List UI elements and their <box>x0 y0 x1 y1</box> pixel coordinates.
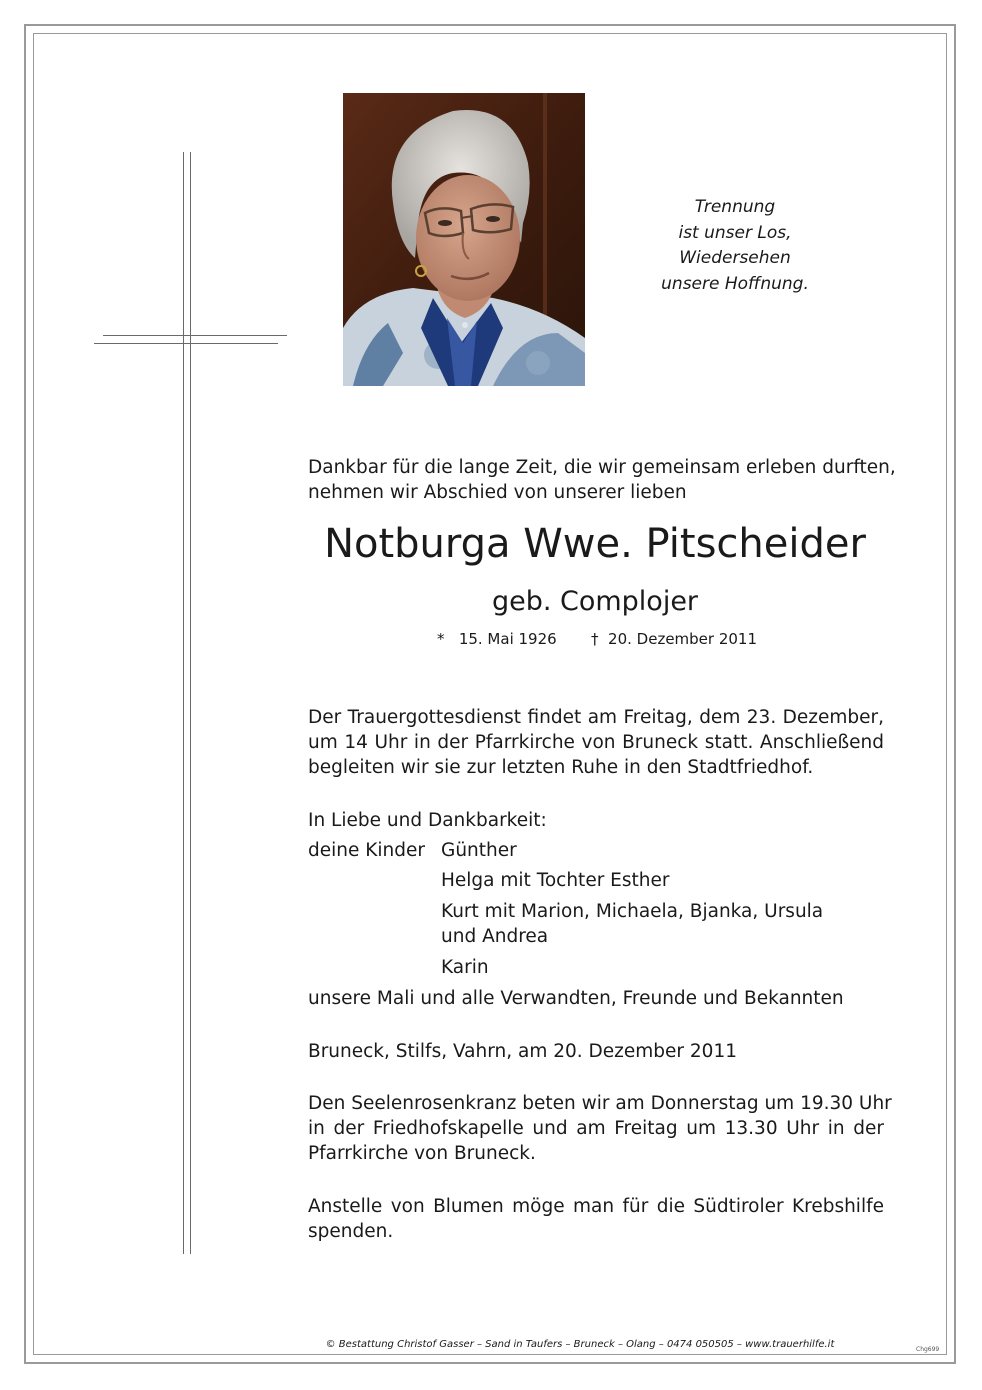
donation-line: Anstelle von Blumen möge man für die Südtiroler Krebshilfe <box>308 1196 884 1217</box>
children-label: deine Kinder <box>308 840 425 861</box>
motto-line: unsere Hoffnung. <box>661 273 809 294</box>
intro-line: nehmen wir Abschied von unserer lieben <box>308 482 687 503</box>
service-line: Der Trauergottesdienst findet am Freitag, dem 23. Dezember, <box>308 707 884 728</box>
intro-line: Dankbar für die lange Zeit, die wir gemeinsam erleben durften, <box>308 457 896 478</box>
dagger-icon: † <box>591 630 599 648</box>
template-code: Chg699 <box>916 1346 940 1353</box>
rosary-line: in der Friedhofskapelle und am Freitag um 13.30 Uhr in der <box>308 1118 884 1139</box>
rosary-line: Den Seelenrosenkranz beten wir am Donnerstag um 19.30 Uhr <box>308 1093 892 1114</box>
deceased-name: Notburga Wwe. Pitscheider <box>324 521 866 567</box>
death-date-line <box>591 628 757 650</box>
death-date: 20. Dezember 2011 <box>608 630 758 648</box>
motto-line: Trennung <box>694 197 776 217</box>
child-name: Helga mit Tochter Esther <box>441 870 670 891</box>
mourners-heading: In Liebe und Dankbarkeit: <box>308 810 547 831</box>
place-date: Bruneck, Stilfs, Vahrn, am 20. Dezember 2011 <box>308 1041 737 1062</box>
motto-quote <box>640 195 830 297</box>
service-paragraph <box>308 705 884 780</box>
child-name: Kurt mit Marion, Michaela, Bjanka, Ursula <box>441 901 824 922</box>
other-mourners: unsere Mali und alle Verwandten, Freunde und Bekannten <box>308 988 844 1009</box>
donation-paragraph <box>308 1194 884 1244</box>
intro-text <box>308 455 896 505</box>
portrait-photo <box>343 93 585 386</box>
child-name: Karin <box>441 957 489 978</box>
service-line: um 14 Uhr in der Pfarrkirche von Bruneck statt. Anschließend <box>308 732 884 753</box>
rosary-line: Pfarrkirche von Bruneck. <box>308 1143 536 1164</box>
rosary-paragraph <box>308 1091 892 1166</box>
birth-date-line <box>437 628 557 650</box>
birth-name: geb. Complojer <box>491 586 699 617</box>
service-line: begleiten wir sie zur letzten Ruhe in den Stadtfriedhof. <box>308 757 814 778</box>
motto-line: ist unser Los, <box>678 222 792 243</box>
child-name: und Andrea <box>441 926 549 947</box>
footer-imprint: © Bestattung Christof Gasser – Sand in Taufers – Bruneck – Olang – 0474 050505 – www.trauerhilfe.it <box>325 1339 835 1350</box>
child-name: Günther <box>441 840 517 861</box>
motto-line: Wiedersehen <box>679 248 791 268</box>
birth-date: 15. Mai 1926 <box>458 630 557 648</box>
asterisk-icon: * <box>437 630 445 648</box>
donation-line: spenden. <box>308 1221 394 1242</box>
